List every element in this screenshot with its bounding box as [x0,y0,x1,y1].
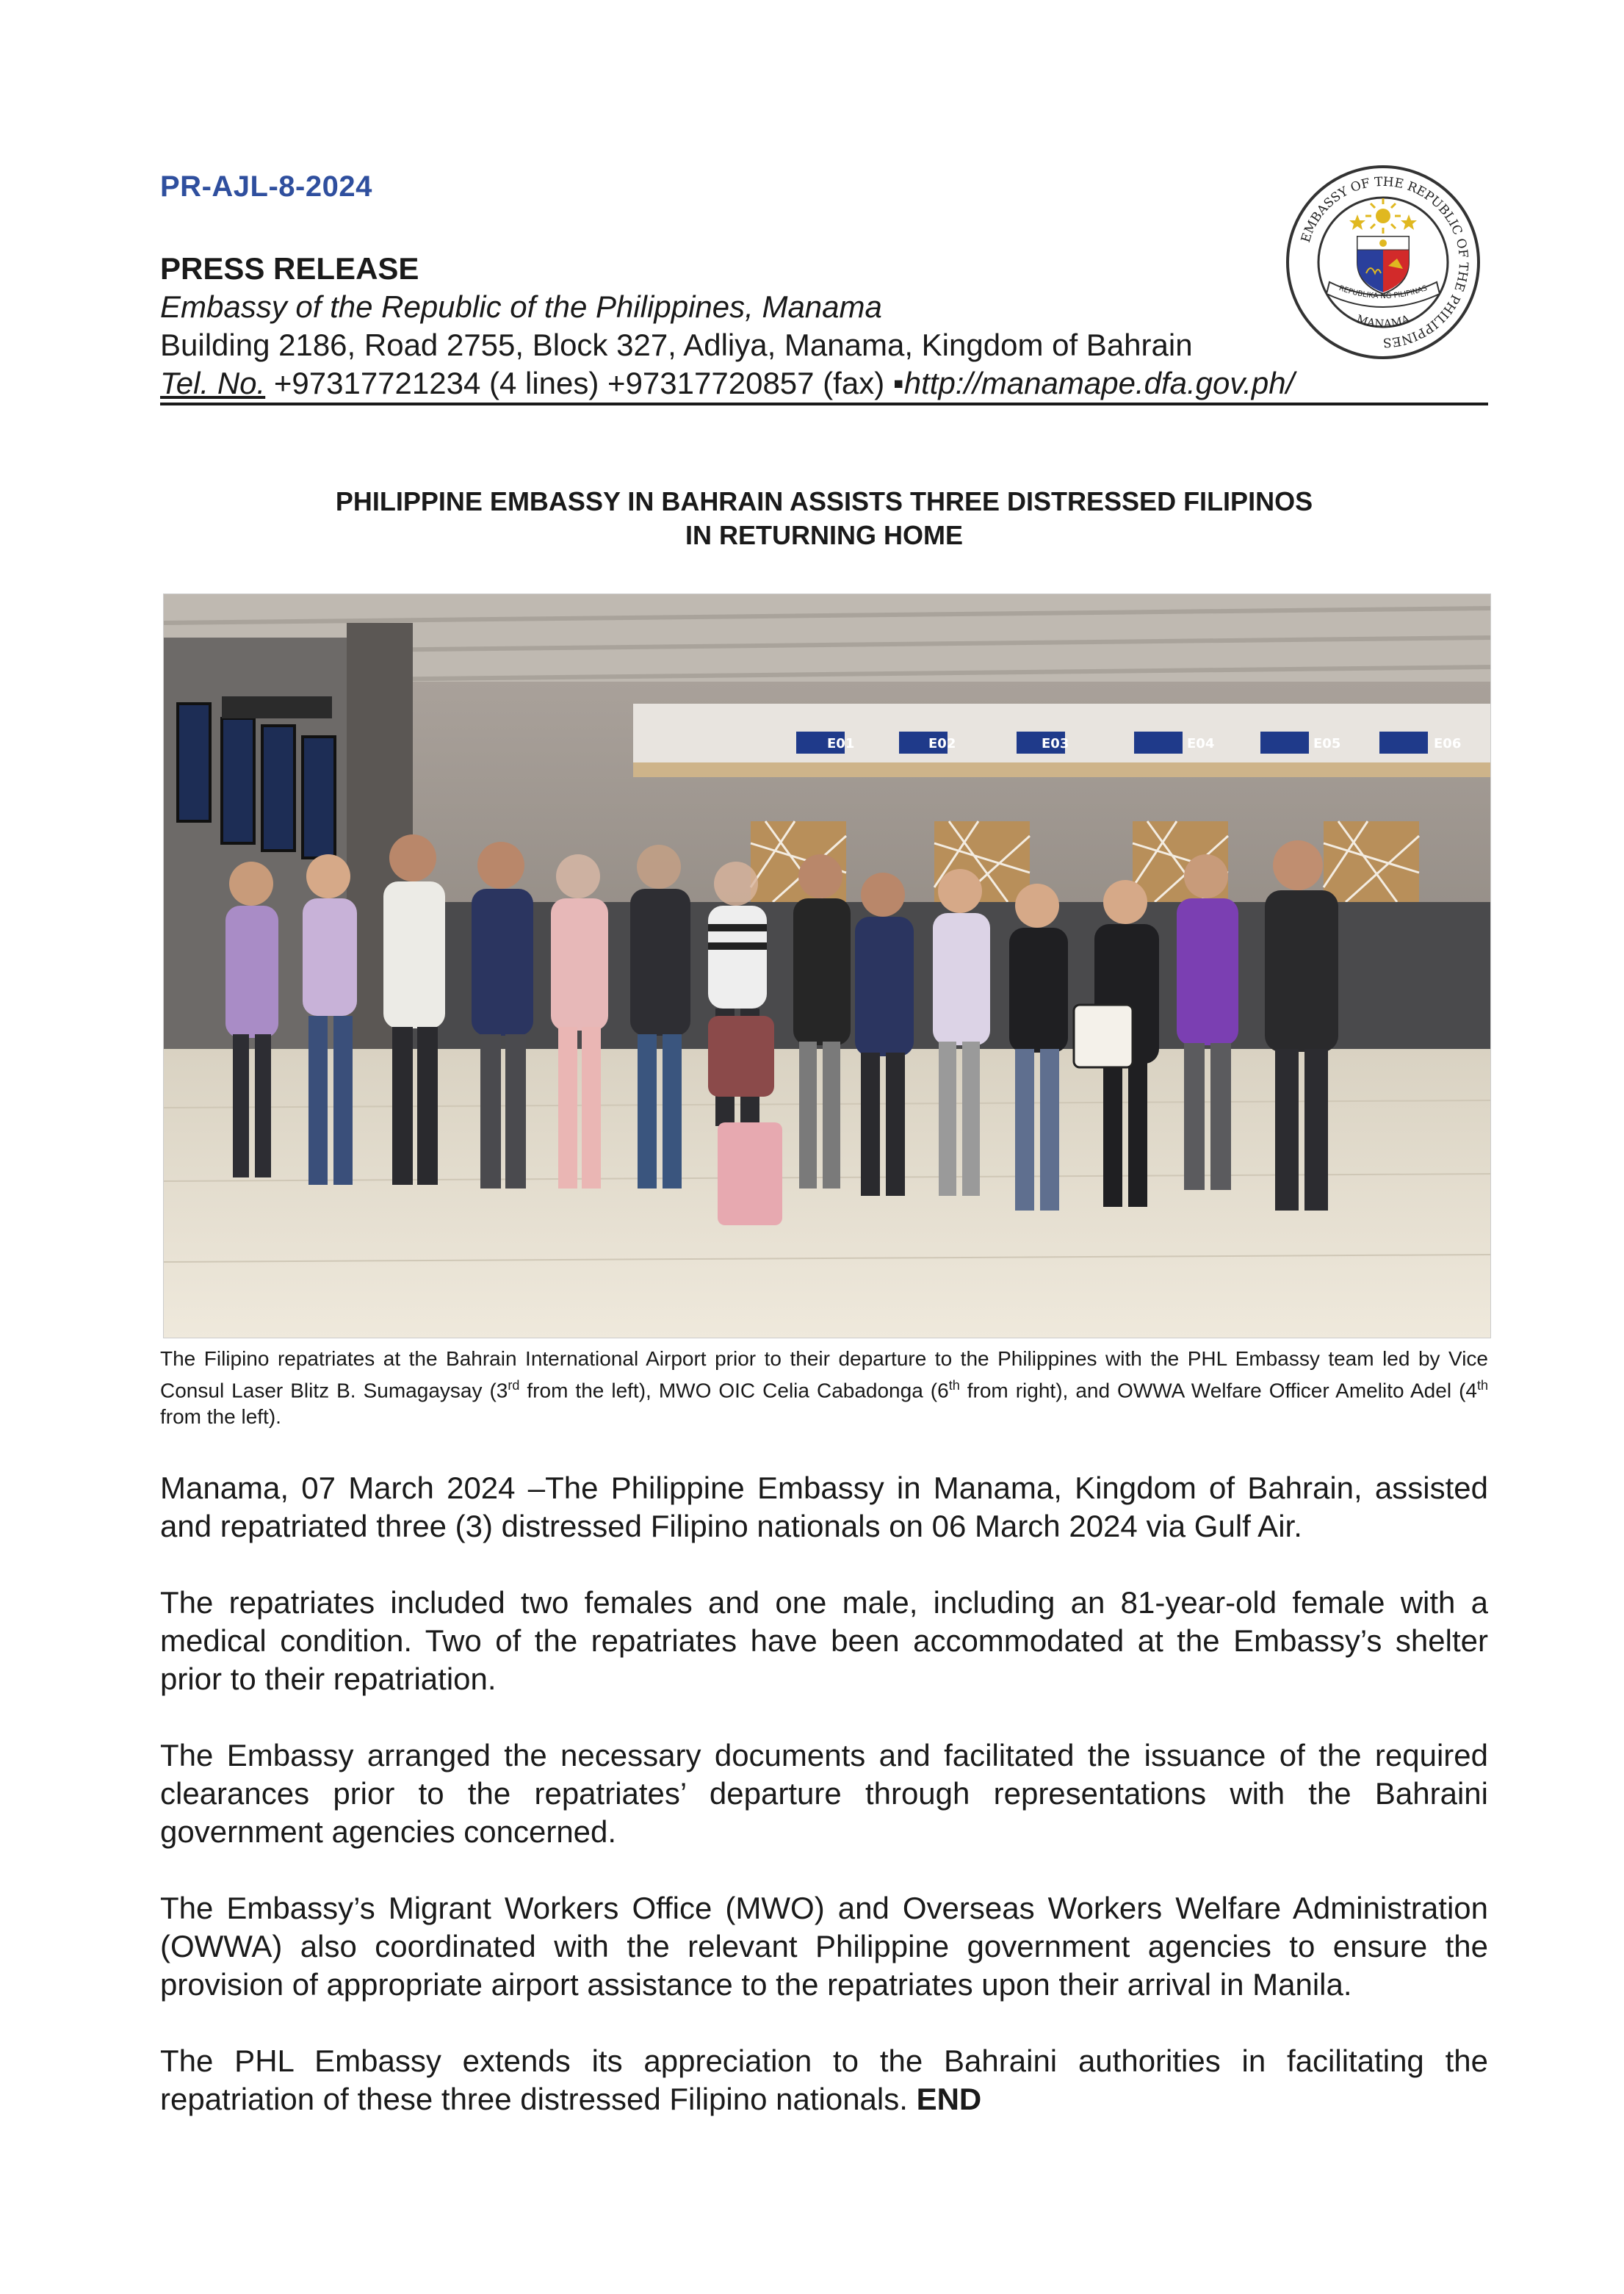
pink-suitcase [718,1122,782,1225]
paragraph-appreciation [160,2042,1488,2118]
embassy-seal [1284,163,1482,361]
end-mark: END [916,2082,982,2116]
paragraph-repatriates: The repatriates included two females and one male, including an 81-year-old female with a medical condition. Two of the repatriates have been accommodated at the Embassy’s shelter prior to their repatriation. [160,1585,1488,1696]
shield-icon [1357,237,1409,294]
sun-icon [1365,198,1401,234]
seal-ribbon-text: REPUBLIKA NG PILIPINAS [1338,284,1429,301]
caption-sup-2: th [948,1378,960,1393]
contact-line [160,364,1490,403]
embassy-name: Embassy of the Republic of the Philippines, Manama [160,289,882,324]
tel-label: Tel. No. [160,366,266,400]
backpack [708,1016,774,1097]
group-photo [163,594,1491,1338]
embassy-address: Building 2186, Road 2755, Block 327, Adliya, Manama, Kingdom of Bahrain [160,328,1193,362]
photo-caption [160,1346,1488,1430]
counter-e01-label: E01 [827,736,855,751]
tel-numbers: +97317721234 (4 lines) +97317720857 (fax) ▪ [273,366,904,400]
caption-sup-1: rd [508,1378,520,1393]
counter-e02-label: E02 [928,736,956,751]
headline-line-1: PHILIPPINE EMBASSY IN BAHRAIN ASSISTS THREE DISTRESSED FILIPINOS [335,486,1313,516]
headline-line-2: IN RETURNING HOME [685,520,963,550]
website-link[interactable]: http://manamape.dfa.gov.ph/ [903,366,1295,400]
caption-text-1: The Filipino repatriates at the Bahrain International Airport prior to their departure to the Philippines with the PHL Embassy team led by Vice Consul Laser Blitz B. Sumagaysay (3 [160,1347,1488,1402]
reference-number: PR-AJL-8-2024 [160,170,372,203]
caption-text-4: from the left). [160,1405,281,1429]
header-rule [160,403,1488,405]
seal-bottom-text: MANAMA [1354,311,1412,331]
caption-text-2: from the left), MWO OIC Celia Cabadonga (6 [519,1379,949,1402]
seal-ring-text: EMBASSY OF THE REPUBLIC OF THE PHILIPPINES [1298,174,1471,350]
caption-sup-3: th [1476,1378,1488,1393]
counter-e04-label: E04 [1187,736,1215,751]
counter-e03-label: E03 [1042,736,1069,751]
appreciation-text: The PHL Embassy extends its appreciation to the Bahraini authorities in facilitating the repatriation of these three distressed Filipino nationals. [160,2044,1488,2116]
white-handbag [1074,1005,1133,1067]
press-release-label: PRESS RELEASE [160,251,419,286]
press-release-body [160,1469,1488,2157]
caption-text-3: from right), and OWWA Welfare Officer Amelito Adel (4 [959,1379,1477,1402]
counter-e05-label: E05 [1313,736,1341,751]
paragraph-lead: Manama, 07 March 2024 –The Philippine Embassy in Manama, Kingdom of Bahrain, assisted and repatriated three (3) distressed Filipino nationals on 06 March 2024 via Gulf Air. [160,1471,1488,1543]
counter-e06-label: E06 [1434,736,1462,751]
paragraph-coordination: The Embassy’s Migrant Workers Office (MWO) and Overseas Workers Welfare Administration (OWWA) also coordinated with the relevant Philippine government agencies to ensure the provision of appropriate airport assistance to the repatriates upon their arrival in Manila. [160,1891,1488,2002]
headline [160,485,1488,552]
paragraph-documents: The Embassy arranged the necessary documents and facilitated the issuance of the required clearances prior to the repatriates’ departure through representations with the Bahraini government agencies concerned. [160,1738,1488,1849]
